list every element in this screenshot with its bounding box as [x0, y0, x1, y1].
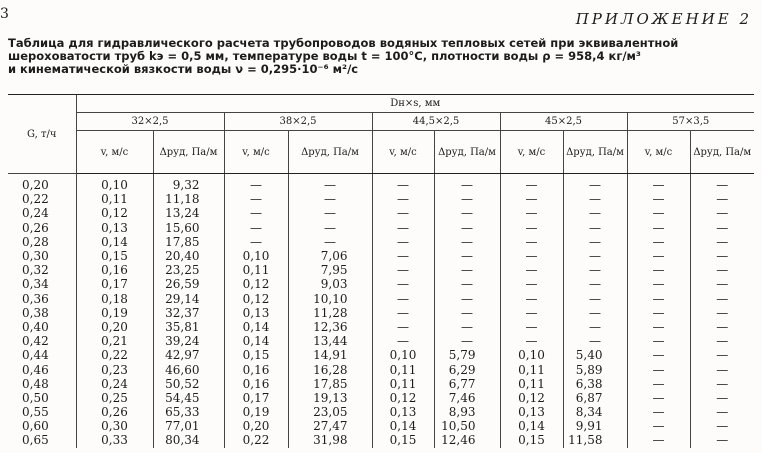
velocity-cell: —: [372, 277, 434, 291]
velocity-cell: —: [500, 334, 563, 348]
velocity-cell: 0,16: [224, 362, 288, 376]
velocity-cell: —: [372, 292, 434, 306]
pressure-drop-cell: 9,03: [288, 277, 372, 291]
velocity-cell: —: [372, 174, 434, 193]
velocity-cell: —: [627, 320, 690, 334]
pressure-drop-cell: —: [434, 292, 500, 306]
pressure-drop-cell: —: [434, 192, 500, 206]
pressure-drop-cell: —: [563, 263, 627, 277]
pressure-drop-cell: 31,98: [288, 433, 372, 447]
velocity-header: v, м/с: [224, 131, 288, 174]
velocity-cell: —: [500, 221, 563, 235]
pressure-drop-cell: 8,34: [563, 405, 627, 419]
velocity-cell: —: [627, 235, 690, 249]
velocity-cell: 0,10: [76, 174, 153, 193]
pressure-drop-cell: —: [434, 221, 500, 235]
pressure-drop-cell: —: [716, 192, 729, 207]
flow-rate-cell: 0,50: [8, 391, 76, 405]
pressure-drop-cell: 5,79: [434, 348, 500, 362]
velocity-cell: 0,26: [76, 405, 153, 419]
pressure-drop-header: Δpуд, Па/м: [690, 131, 754, 174]
velocity-cell: —: [627, 334, 690, 348]
pressure-drop-cell: 7,95: [288, 263, 372, 277]
velocity-cell: —: [500, 192, 563, 206]
pressure-drop-cell: —: [434, 206, 500, 220]
velocity-cell: —: [627, 206, 690, 220]
velocity-cell: 0,11: [500, 362, 563, 376]
velocity-cell: 0,14: [76, 235, 153, 249]
pressure-drop-cell: 5,89: [563, 362, 627, 376]
pressure-drop-header: Δpуд, Па/м: [153, 131, 224, 174]
pressure-drop-cell: 50,52: [153, 377, 224, 391]
pressure-drop-cell: —: [716, 362, 729, 377]
flow-rate-cell: 0,60: [8, 419, 76, 433]
velocity-cell: —: [372, 263, 434, 277]
table-header: [8, 95, 754, 174]
pressure-drop-cell: —: [716, 419, 729, 434]
flow-rate-cell: 0,55: [8, 405, 76, 419]
table-row: [8, 320, 754, 334]
pressure-drop-cell: 23,05: [288, 405, 372, 419]
flow-rate-cell: 0,22: [8, 192, 76, 206]
velocity-cell: —: [372, 249, 434, 263]
velocity-cell: —: [224, 206, 288, 220]
pressure-drop-cell: —: [716, 263, 729, 278]
table-row: [8, 192, 754, 206]
velocity-header: v, м/с: [627, 131, 690, 174]
velocity-cell: —: [627, 292, 690, 306]
velocity-cell: —: [224, 221, 288, 235]
velocity-cell: —: [500, 292, 563, 306]
pressure-drop-cell: 7,46: [434, 391, 500, 405]
pressure-drop-cell: —: [716, 405, 729, 420]
table-row: [8, 235, 754, 249]
velocity-cell: —: [627, 192, 690, 206]
pressure-drop-cell: 9,32: [153, 174, 224, 193]
appendix-label: ПРИЛОЖЕНИЕ 2: [575, 10, 752, 28]
pressure-drop-cell: 20,40: [153, 249, 224, 263]
velocity-cell: —: [500, 206, 563, 220]
pressure-drop-cell: 10,10: [288, 292, 372, 306]
pressure-drop-cell: 9,91: [563, 419, 627, 433]
velocity-cell: —: [500, 277, 563, 291]
pressure-drop-cell: —: [716, 277, 729, 292]
velocity-cell: 0,15: [500, 433, 563, 447]
flow-rate-cell: 0,24: [8, 206, 76, 220]
flow-rate-cell: 0,30: [8, 249, 76, 263]
size-header: 57×3,5: [627, 113, 754, 131]
pressure-drop-cell: —: [434, 235, 500, 249]
pressure-drop-cell: —: [716, 348, 729, 363]
pressure-drop-cell: —: [716, 390, 729, 405]
pressure-drop-cell: 80,34: [153, 433, 224, 447]
g-column-header: G, т/ч: [8, 95, 76, 174]
flow-rate-cell: 0,44: [8, 348, 76, 362]
pressure-drop-cell: 6,29: [434, 362, 500, 376]
pressure-drop-cell: —: [563, 334, 627, 348]
pressure-drop-cell: 6,77: [434, 377, 500, 391]
caption-line-1: Таблица для гидравлического расчета трубопроводов водяных тепловых сетей при эквивалентной: [8, 36, 679, 50]
pressure-drop-cell: —: [716, 433, 729, 448]
pressure-drop-cell: 13,24: [153, 206, 224, 220]
table-caption: [8, 37, 753, 76]
pressure-drop-cell: 29,14: [153, 292, 224, 306]
velocity-cell: 0,13: [372, 405, 434, 419]
flow-rate-cell: 0,26: [8, 221, 76, 235]
velocity-cell: 0,11: [76, 192, 153, 206]
pressure-drop-cell: —: [563, 249, 627, 263]
velocity-cell: —: [500, 249, 563, 263]
pressure-drop-cell: 10,50: [434, 419, 500, 433]
table-row: [8, 362, 754, 376]
velocity-cell: —: [627, 419, 690, 433]
pressure-drop-cell: 11,28: [288, 306, 372, 320]
pressure-drop-cell: 23,25: [153, 263, 224, 277]
pressure-drop-cell: 19,13: [288, 391, 372, 405]
flow-rate-cell: 0,38: [8, 306, 76, 320]
velocity-cell: 0,20: [224, 419, 288, 433]
pressure-drop-cell: —: [434, 306, 500, 320]
velocity-cell: 0,12: [76, 206, 153, 220]
velocity-cell: 0,18: [76, 292, 153, 306]
pressure-drop-cell: —: [563, 221, 627, 235]
velocity-cell: 0,11: [372, 362, 434, 376]
table-row: [8, 277, 754, 291]
velocity-cell: —: [372, 334, 434, 348]
velocity-cell: —: [627, 249, 690, 263]
velocity-cell: 0,12: [372, 391, 434, 405]
velocity-cell: —: [627, 306, 690, 320]
table-row: [8, 377, 754, 391]
pressure-drop-cell: 65,33: [153, 405, 224, 419]
pressure-drop-cell: —: [563, 206, 627, 220]
velocity-header: v, м/с: [500, 131, 563, 174]
velocity-cell: 0,12: [224, 292, 288, 306]
pressure-drop-cell: —: [563, 277, 627, 291]
velocity-cell: —: [372, 235, 434, 249]
size-header: 45×2,5: [500, 113, 627, 131]
velocity-cell: 0,16: [76, 263, 153, 277]
pressure-drop-cell: —: [434, 277, 500, 291]
pressure-drop-header: Δpуд, Па/м: [288, 131, 372, 174]
hydraulic-table: [8, 94, 754, 448]
velocity-cell: 0,10: [224, 249, 288, 263]
velocity-cell: —: [500, 320, 563, 334]
pressure-drop-cell: —: [716, 305, 729, 320]
pressure-drop-cell: 6,38: [563, 377, 627, 391]
pressure-drop-cell: 26,59: [153, 277, 224, 291]
velocity-cell: —: [500, 174, 563, 193]
table-row: [8, 221, 754, 235]
velocity-cell: 0,14: [500, 419, 563, 433]
velocity-cell: —: [627, 277, 690, 291]
pressure-drop-cell: —: [288, 174, 372, 193]
pressure-drop-cell: 17,85: [288, 377, 372, 391]
pressure-drop-cell: 5,40: [563, 348, 627, 362]
velocity-cell: —: [224, 192, 288, 206]
pressure-drop-cell: 35,81: [153, 320, 224, 334]
table-row: [8, 419, 754, 433]
velocity-cell: —: [627, 174, 690, 193]
velocity-cell: 0,13: [500, 405, 563, 419]
pressure-drop-header: Δpуд, Па/м: [434, 131, 500, 174]
velocity-cell: —: [372, 221, 434, 235]
flow-rate-cell: 0,40: [8, 320, 76, 334]
velocity-cell: —: [627, 348, 690, 362]
velocity-cell: 0,25: [76, 391, 153, 405]
velocity-cell: 0,15: [372, 433, 434, 447]
flow-rate-cell: 0,48: [8, 377, 76, 391]
velocity-cell: 0,17: [76, 277, 153, 291]
flow-rate-cell: 0,28: [8, 235, 76, 249]
pressure-drop-cell: —: [563, 320, 627, 334]
velocity-header: v, м/с: [76, 131, 153, 174]
velocity-cell: —: [224, 174, 288, 193]
velocity-cell: 0,19: [224, 405, 288, 419]
pressure-drop-cell: —: [716, 206, 729, 221]
velocity-cell: —: [627, 377, 690, 391]
table-row: [8, 292, 754, 306]
pressure-drop-cell: —: [563, 192, 627, 206]
pressure-drop-cell: —: [716, 334, 729, 349]
velocity-cell: 0,20: [76, 320, 153, 334]
pressure-drop-cell: —: [434, 263, 500, 277]
pressure-drop-cell: 11,18: [153, 192, 224, 206]
velocity-cell: —: [372, 206, 434, 220]
pressure-drop-cell: —: [716, 376, 729, 391]
pressure-drop-cell: 17,85: [153, 235, 224, 249]
pressure-drop-cell: —: [288, 235, 372, 249]
velocity-cell: —: [627, 362, 690, 376]
velocity-cell: 0,11: [500, 377, 563, 391]
pressure-drop-cell: —: [563, 235, 627, 249]
velocity-cell: 0,19: [76, 306, 153, 320]
pressure-drop-cell: —: [716, 234, 729, 249]
pressure-drop-cell: 32,37: [153, 306, 224, 320]
velocity-cell: —: [500, 306, 563, 320]
table-row: [8, 334, 754, 348]
velocity-cell: 0,16: [224, 377, 288, 391]
flow-rate-cell: 0,34: [8, 277, 76, 291]
table-row: [8, 405, 754, 419]
pressure-drop-cell: 14,91: [288, 348, 372, 362]
velocity-cell: —: [627, 263, 690, 277]
pressure-drop-cell: 54,45: [153, 391, 224, 405]
pressure-drop-cell: —: [716, 178, 729, 193]
pressure-drop-cell: —: [716, 291, 729, 306]
velocity-cell: 0,13: [224, 306, 288, 320]
pressure-drop-cell: 46,60: [153, 362, 224, 376]
pressure-drop-cell: 11,58: [563, 433, 627, 447]
velocity-cell: —: [500, 235, 563, 249]
pressure-drop-cell: 7,06: [288, 249, 372, 263]
velocity-cell: —: [627, 433, 690, 447]
velocity-cell: 0,11: [224, 263, 288, 277]
pressure-drop-cell: —: [563, 174, 627, 193]
page-corner-mark: 3: [0, 6, 9, 22]
velocity-cell: —: [372, 306, 434, 320]
pressure-drop-cell: —: [563, 292, 627, 306]
velocity-cell: —: [627, 221, 690, 235]
pressure-drop-cell: —: [434, 320, 500, 334]
pressure-drop-cell: —: [434, 249, 500, 263]
table-row: [8, 249, 754, 263]
pressure-drop-cell: 16,28: [288, 362, 372, 376]
pressure-drop-cell: —: [563, 306, 627, 320]
pressure-drop-cell: —: [288, 206, 372, 220]
velocity-cell: 0,10: [500, 348, 563, 362]
velocity-cell: —: [372, 320, 434, 334]
velocity-cell: 0,12: [224, 277, 288, 291]
velocity-cell: 0,24: [76, 377, 153, 391]
size-header: 38×2,5: [224, 113, 372, 131]
caption-line-2: шероховатости труб kэ = 0,5 мм, температуре воды t = 100°C, плотности воды ρ = 958,4 кг/м³: [8, 49, 641, 63]
velocity-cell: 0,17: [224, 391, 288, 405]
velocity-cell: —: [224, 235, 288, 249]
size-header: 44,5×2,5: [372, 113, 500, 131]
velocity-cell: 0,21: [76, 334, 153, 348]
velocity-cell: 0,14: [372, 419, 434, 433]
pressure-drop-cell: —: [716, 220, 729, 235]
pressure-drop-cell: 8,93: [434, 405, 500, 419]
pressure-drop-cell: 12,46: [434, 433, 500, 447]
table-row: [8, 391, 754, 405]
diameter-group-header: Dн×s, мм: [76, 95, 754, 113]
velocity-cell: 0,14: [224, 320, 288, 334]
table-row: [8, 263, 754, 277]
velocity-cell: 0,10: [372, 348, 434, 362]
pressure-drop-cell: 27,47: [288, 419, 372, 433]
pressure-drop-cell: 77,01: [153, 419, 224, 433]
velocity-cell: 0,13: [76, 221, 153, 235]
flow-rate-cell: 0,42: [8, 334, 76, 348]
pressure-drop-cell: 42,97: [153, 348, 224, 362]
velocity-cell: 0,22: [76, 348, 153, 362]
table-body: [8, 174, 754, 448]
pressure-drop-header: Δpуд, Па/м: [563, 131, 627, 174]
caption-line-3: и кинематической вязкости воды ν = 0,295·10⁻⁶ м²/с: [8, 62, 359, 76]
velocity-cell: 0,23: [76, 362, 153, 376]
pressure-drop-cell: —: [434, 334, 500, 348]
table-row: [8, 206, 754, 220]
flow-rate-cell: 0,65: [8, 433, 76, 447]
pressure-drop-cell: 6,87: [563, 391, 627, 405]
table-row: [8, 174, 754, 193]
velocity-cell: 0,15: [224, 348, 288, 362]
velocity-cell: —: [500, 263, 563, 277]
size-header: 32×2,5: [76, 113, 224, 131]
flow-rate-cell: 0,32: [8, 263, 76, 277]
pressure-drop-cell: —: [434, 174, 500, 193]
pressure-drop-cell: 13,44: [288, 334, 372, 348]
velocity-cell: —: [627, 391, 690, 405]
pressure-drop-cell: 15,60: [153, 221, 224, 235]
velocity-cell: —: [627, 405, 690, 419]
velocity-cell: —: [372, 192, 434, 206]
table-row: [8, 306, 754, 320]
table-row: [8, 433, 754, 447]
flow-rate-cell: 0,36: [8, 292, 76, 306]
velocity-cell: 0,33: [76, 433, 153, 447]
velocity-cell: 0,22: [224, 433, 288, 447]
pressure-drop-cell: 12,36: [288, 320, 372, 334]
velocity-cell: 0,14: [224, 334, 288, 348]
flow-rate-cell: 0,20: [8, 174, 76, 193]
table-row: [8, 348, 754, 362]
pressure-drop-cell: 39,24: [153, 334, 224, 348]
pressure-drop-cell: —: [716, 319, 729, 334]
pressure-drop-cell: —: [288, 192, 372, 206]
velocity-cell: 0,15: [76, 249, 153, 263]
velocity-cell: 0,12: [500, 391, 563, 405]
velocity-cell: 0,30: [76, 419, 153, 433]
flow-rate-cell: 0,46: [8, 362, 76, 376]
pressure-drop-cell: —: [716, 249, 729, 264]
velocity-cell: 0,11: [372, 377, 434, 391]
pressure-drop-cell: —: [288, 221, 372, 235]
velocity-header: v, м/с: [372, 131, 434, 174]
